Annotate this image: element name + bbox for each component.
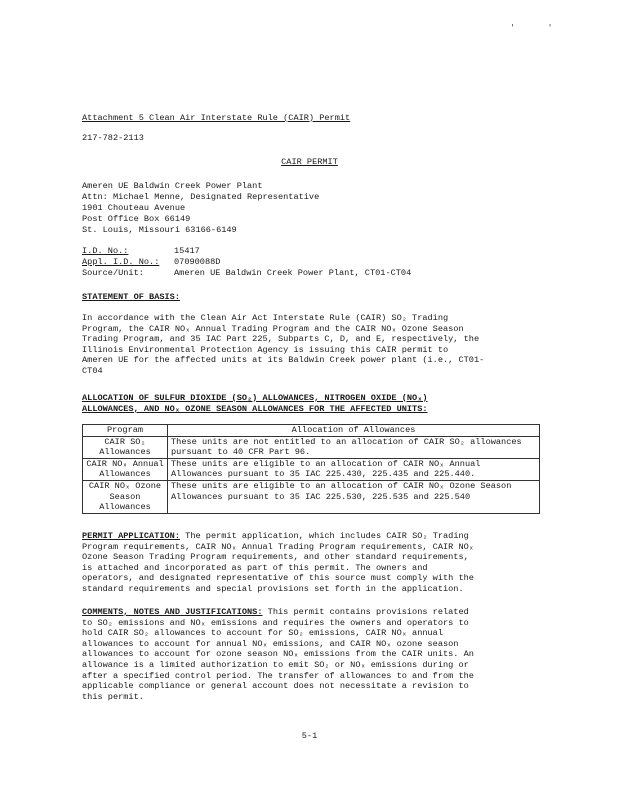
table-row (83, 436, 540, 458)
text-line: hold CAIR SO₂ allowances to account for SO₂ emissions, CAIR NOₓ annual (82, 628, 443, 639)
id-label: I.D. No.: (82, 246, 129, 256)
text-line: allowances to account for annual NOₓ emissions, and CAIR NOₓ ozone season (82, 638, 459, 649)
text-line: is attached and incorporated as part of this permit. The owners and (82, 562, 428, 573)
program-cell: CAIR SO₂ Allowances (83, 436, 168, 458)
text-line: Ameren UE for the affected units at its Baldwin Creek power plant (i.e., CT01- (82, 355, 485, 366)
text-line: Trading Program, and 35 IAC Part 225, Subparts C, D, and E, respectively, the (82, 334, 480, 345)
text-line: after a specified control period. The transfer of allowances to and from the (82, 670, 474, 681)
allocation-heading (82, 393, 542, 414)
corner-mark: ' ' (510, 24, 567, 33)
text-line: CT04 (82, 365, 103, 376)
text-line: allowance is a limited authorization to emit SO₂ or NOₓ emissions during or (82, 659, 469, 670)
id-row (82, 268, 411, 279)
document-title: CAIR PERMIT (281, 157, 338, 167)
id-row (82, 257, 220, 268)
text-line: this permit. (82, 691, 144, 702)
page-number: 5-1 (301, 731, 318, 741)
permit-application-heading: PERMIT APPLICATION: (82, 531, 180, 541)
table-row (83, 480, 540, 513)
address-line: Post Office Box 66149 (82, 214, 191, 224)
text-line: allowances to account for ozone season NOₓ emissions from the CAIR units. An (82, 649, 474, 660)
address-line: Attn: Michael Menne, Designated Representative (82, 192, 320, 202)
address-line: St. Louis, Missouri 63166-6149 (82, 225, 237, 235)
comments-section (82, 607, 542, 702)
text-line: This permit contains provisions related (262, 607, 469, 617)
text-line: applicable compliance or general account does not necessitate a revision to (82, 681, 469, 692)
program-cell: CAIR NOₓ Annual Allowances (83, 458, 168, 480)
heading-line: ALLOWANCES, AND NOₓ OZONE SEASON ALLOWANCES FOR THE AFFECTED UNITS: (82, 403, 428, 414)
address-line: 1901 Chouteau Avenue (82, 203, 186, 213)
table-row (83, 458, 540, 480)
text-line: standard requirements and special provisions set forth in the application. (82, 583, 464, 594)
allocation-cell: These units are eligible to an allocation of CAIR NOₓ Annual Allowances pursuant to 35 IAC 225.430, 225.435 and 225.440. (168, 458, 540, 480)
statement-basis-heading: STATEMENT OF BASIS: (82, 292, 180, 302)
column-header-allocation: Allocation of Allowances (168, 425, 540, 437)
text-line: Ozone Season Trading Program requirements, and other standard requirements, (82, 552, 469, 563)
heading-line: ALLOCATION OF SULFUR DIOXIDE (SO₂) ALLOWANCES, NITROGEN OXIDE (NOₓ) (82, 393, 428, 403)
statement-basis-text (82, 313, 542, 377)
text-line: Program requirements, CAIR NOₓ Annual Trading Program requirements, CAIR NOₓ (82, 541, 474, 552)
id-value: 07090088D (174, 257, 221, 267)
allocation-table (82, 424, 540, 514)
text-line: In accordance with the Clean Air Act Interstate Rule (CAIR) SO₂ Trading (82, 313, 449, 323)
allocation-cell: These units are not entitled to an allocation of CAIR SO₂ allowances pursuant to 40 CFR Part 96. (168, 436, 540, 458)
allocation-cell: These units are eligible to an allocation of CAIR NOₓ Ozone Season Allowances pursuant to 35 IAC 225.530, 225.535 and 225.540 (168, 480, 540, 513)
id-value: Ameren UE Baldwin Creek Power Plant, CT01-CT04 (174, 268, 412, 278)
comments-heading: COMMENTS, NOTES AND JUSTIFICATIONS: (82, 607, 263, 617)
column-header-program: Program (83, 425, 168, 437)
program-cell: CAIR NOₓ Ozone Season Allowances (83, 480, 168, 513)
id-row (82, 246, 200, 257)
id-label: Appl. I.D. No.: (82, 257, 160, 267)
table-header-row (83, 425, 540, 437)
text-line: The permit application, which includes CAIR SO₂ Trading (180, 531, 469, 541)
id-value: 15417 (174, 246, 200, 256)
text-line: Program, the CAIR NOₓ Annual Trading Program and the CAIR NOₓ Ozone Season (82, 323, 464, 334)
permit-reference: 217-782-2113 (82, 133, 144, 143)
text-line: operators, and designated representative of this source must comply with the (82, 573, 474, 584)
permit-application-section (82, 531, 542, 595)
id-label: Source/Unit: (82, 268, 144, 278)
text-line: Illinois Environmental Protection Agency is issuing this CAIR permit to (82, 344, 449, 355)
text-line: to SO₂ emissions and NOₓ emissions and requires the owners and operators to (82, 617, 469, 628)
attachment-title: Attachment 5 Clean Air Interstate Rule (CAIR) Permit (82, 113, 351, 123)
address-line: Ameren UE Baldwin Creek Power Plant (82, 181, 263, 191)
